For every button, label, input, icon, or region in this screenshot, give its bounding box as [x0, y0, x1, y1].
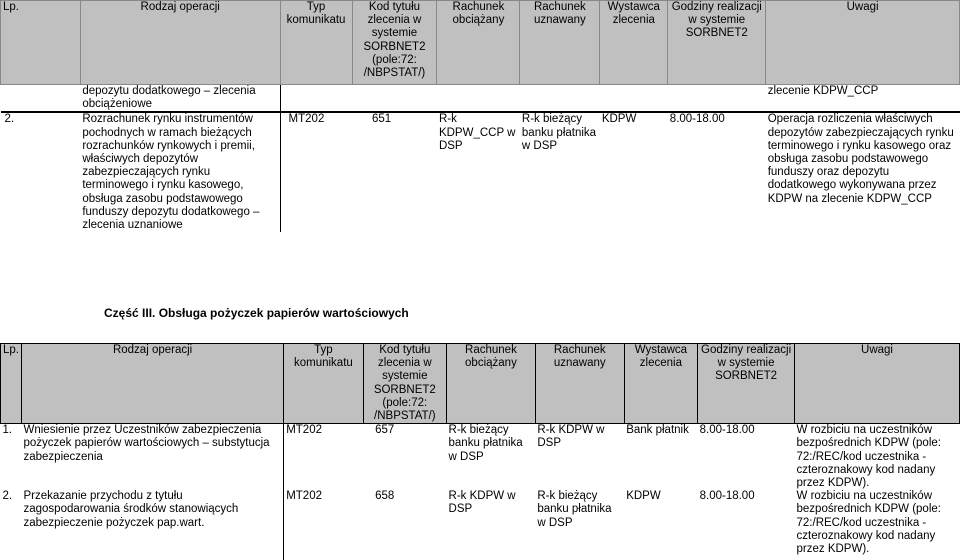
table-row — [1, 85, 960, 113]
header-lp: Lp. — [1, 1, 81, 85]
cell-lp: 1. — [2, 424, 13, 437]
header-rodzaj: Rodzaj operacji — [80, 1, 280, 85]
cell-rodzaj: depozytu dodatkowego – zlecenia obciążeniowe — [80, 85, 280, 113]
table-header-row — [1, 1, 960, 85]
header-uwagi: Uwagi — [795, 344, 960, 424]
cell-wystawca: Bank płatnik — [626, 424, 689, 437]
cell-uwagi: zlecenie KDPW_CCP — [767, 85, 879, 97]
cell-obciazany: R-k KDPW_CCP w DSP — [437, 112, 520, 232]
header-rodzaj: Rodzaj operacji — [22, 344, 284, 424]
cell-obciazany: R-k bieżący banku płatnika w DSP — [448, 424, 523, 463]
cell-lp: 2. — [2, 490, 13, 503]
header-kod: Kod tytułu zlecenia w systemie SORBNET2 (pole:72: /NBPSTAT/) — [363, 344, 446, 424]
cell-uwagi: W rozbiciu na uczestników bezpośrednich KDPW (pole: 72:/REC/kod uczestnika - czteroznakowy kod nadany przez KDPW). — [796, 424, 941, 490]
header-typ: Typ komunikatu — [284, 344, 363, 424]
header-wystawca: Wystawca zlecenia — [624, 344, 697, 424]
cell-lp: 2. — [1, 112, 81, 232]
cell-wystawca: KDPW — [626, 490, 661, 503]
cell-rodzaj: Wniesienie przez Uczestników zabezpieczenia pożyczek papierów wartościowych – substytucja zabezpieczenia — [22, 424, 284, 491]
header-obciazany: Rachunek obciążany — [447, 344, 536, 424]
cell-rodzaj: Rozrachunek rynku instrumentów pochodnych w ramach bieżących rozrachunków rynkowych i premii, właściwych depozytów zabezpieczających rynku terminowego i rynku kasowego, obsługa zasobu podstawowego funduszy depozytu dodatkowego – zlecenia uznaniowe — [80, 112, 280, 232]
cell-typ: MT202 — [286, 490, 322, 503]
cell-obciazany: R-k KDPW w DSP — [448, 490, 516, 516]
cell-uznawany: R-k bieżący banku płatnika w DSP — [537, 490, 612, 529]
operations-table-1 — [0, 0, 960, 232]
cell-wystawca: KDPW — [600, 112, 668, 232]
header-uznawany: Rachunek uznawany — [535, 344, 624, 424]
header-typ: Typ komunikatu — [280, 1, 352, 85]
operations-table-2 — [0, 343, 960, 560]
table-row — [1, 490, 960, 560]
cell-godziny: 8.00-18.00 — [699, 424, 755, 437]
header-godziny: Godziny realizacji w systemie SORBNET2 — [668, 1, 766, 85]
section-title: Część III. Obsługa pożyczek papierów wartościowych — [104, 306, 409, 320]
cell-kod: 651 — [352, 112, 437, 232]
cell-typ: MT202 — [280, 112, 352, 232]
table-row — [1, 112, 960, 232]
table-row — [1, 424, 960, 491]
cell-rodzaj: Przekazanie przychodu z tytułu zagospodarowania środków stanowiących zabezpieczenie pożyczek pap.wart. — [22, 490, 284, 560]
cell-kod: 657 — [375, 424, 395, 437]
cell-godziny: 8.00-18.00 — [668, 112, 766, 232]
cell-uwagi: W rozbiciu na uczestników bezpośrednich KDPW (pole: 72:/REC/kod uczestnika - czteroznakowy kod nadany przez KDPW). — [796, 490, 941, 556]
cell-typ: MT202 — [286, 424, 322, 437]
header-uwagi: Uwagi — [766, 1, 960, 85]
cell-uwagi: Operacja rozliczenia właściwych depozytów zabezpieczających rynku terminowego i rynku kasowego oraz obsługa zasobu podstawowego funduszy oraz depozytu dodatkowego wykonywana przez KDPW na zlecenie KDPW_CCP — [766, 112, 960, 232]
table-header-row — [1, 344, 960, 424]
header-lp: Lp. — [1, 344, 22, 424]
cell-godziny: 8.00-18.00 — [699, 490, 755, 503]
header-obciazany: Rachunek obciążany — [437, 1, 520, 85]
cell-uznawany: R-k bieżący banku płatnika w DSP — [520, 112, 600, 232]
cell-kod: 658 — [375, 490, 395, 503]
header-uznawany: Rachunek uznawany — [520, 1, 600, 85]
header-kod: Kod tytułu zlecenia w systemie SORBNET2 (pole:72: /NBPSTAT/) — [352, 1, 437, 85]
header-godziny: Godziny realizacji w systemie SORBNET2 — [698, 344, 795, 424]
cell-uznawany: R-k KDPW w DSP — [537, 424, 605, 450]
header-wystawca: Wystawca zlecenia — [600, 1, 668, 85]
